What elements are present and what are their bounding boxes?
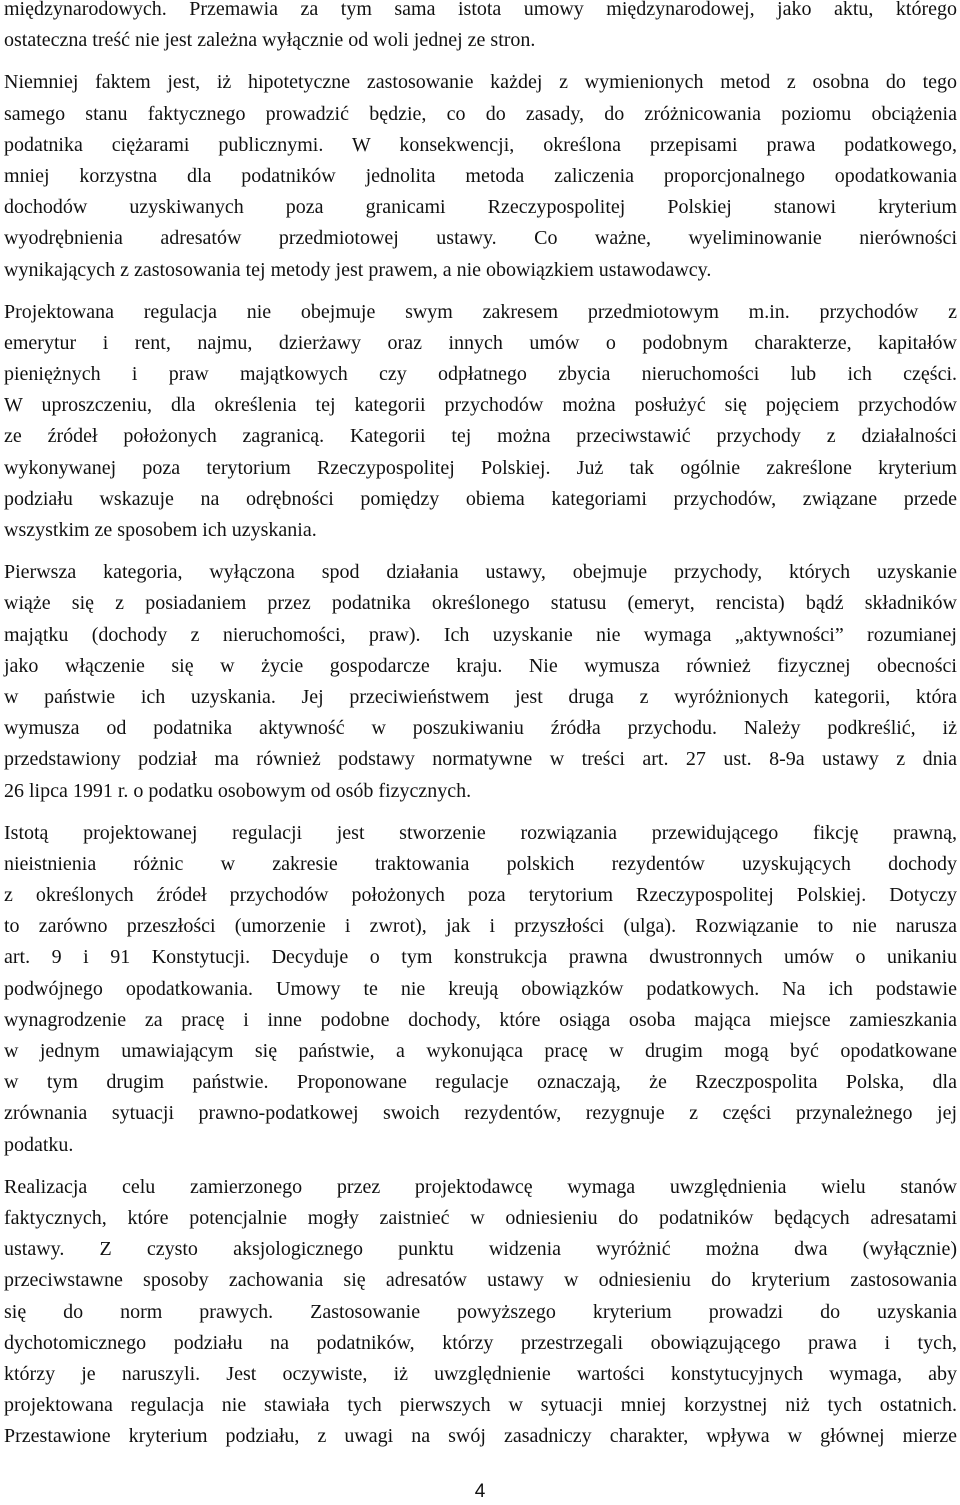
text-line: wynagrodzenie za pracę i inne podobne dochody, które osiąga osoba mająca miejsce zamieszkania	[4, 1008, 957, 1031]
document-page	[4, 0, 957, 1452]
text-line: w państwie ich uzyskania. Jej przeciwieństwem jest druga z wyróżnionych kategorii, która	[4, 685, 957, 708]
paragraph-5	[4, 818, 957, 1161]
text-line: wykonywanej poza terytorium Rzeczypospolitej Polskiej. Już tak ogólnie zakreślone kryterium	[4, 456, 957, 479]
page-number: 4	[474, 1481, 486, 1502]
text-line: podziału wskazuje na odrębności pomiędzy obiema kategoriami przychodów, związane przede	[4, 487, 957, 510]
text-line: art. 9 i 91 Konstytucji. Decyduje o tym konstrukcja prawna dwustronnych umów o unikaniu	[4, 946, 957, 969]
text-line: ostateczna treść nie jest zależna wyłącznie od woli jednej ze stron.	[4, 29, 536, 52]
text-line: podwójnego opodatkowania. Umowy te nie kreują obowiązków podatkowych. Na ich podstawie	[4, 977, 957, 1000]
text-line: Realizacja celu zamierzonego przez projektodawcę wymaga uwzględnienia wielu stanów	[4, 1175, 957, 1198]
text-line: zrównania sytuacji prawno-podatkowej swoich rezydentów, rezygnuje z części przynależnego jej	[4, 1102, 957, 1125]
text-line: wiąże się z posiadaniem przez podatnika określonego statusu (emeryt, rencista) bądź składników	[4, 592, 957, 615]
paragraph-3	[4, 297, 957, 547]
text-line: mniej korzystna dla podatników jednolita metoda zaliczenia proporcjonalnego opodatkowania	[4, 164, 957, 187]
text-line: ustawy. Z czysto aksjologicznego punktu widzenia wyróżnić można dwa (wyłącznie)	[4, 1238, 957, 1261]
text-line: się do norm prawych. Zastosowanie powyższego kryterium prowadzi do uzyskania	[4, 1300, 957, 1323]
text-line: dychotomicznego podziału na podatników, którzy przestrzegali obowiązującego prawa i tych,	[4, 1331, 957, 1354]
text-line: podatnika ciężarami publicznymi. W konsekwencji, określona przepisami prawa podatkowego,	[4, 133, 957, 156]
paragraph-2	[4, 67, 957, 285]
text-line: jako włączenie się w życie gospodarcze kraju. Nie wymusza również fizycznej obecności	[4, 654, 957, 677]
text-line: Istotą projektowanej regulacji jest stworzenie rozwiązania przewidującego fikcję prawną,	[4, 821, 957, 844]
text-line: Niemniej faktem jest, iż hipotetyczne zastosowanie każdej z wymienionych metod z osobna do tego	[4, 71, 957, 94]
text-line: Projektowana regulacja nie obejmuje swym zakresem przedmiotowym m.in. przychodów z	[4, 300, 957, 323]
text-line: ze źródeł położonych zagranicą. Kategorii tej można przeciwstawić przychody z działalności	[4, 425, 957, 448]
text-line: wyodrębnienia adresatów przedmiotowej ustawy. Co ważne, wyeliminowanie nierówności	[4, 227, 957, 250]
text-line: z określonych źródeł przychodów położonych poza terytorium Rzeczypospolitej Polskiej. Dotyczy	[4, 884, 957, 907]
text-line: wszystkim ze sposobem ich uzyskania.	[4, 519, 317, 541]
text-line: Pierwsza kategoria, wyłączona spod działania ustawy, obejmuje przychody, których uzyskanie	[4, 561, 957, 584]
text-line: wymusza od podatnika aktywność w poszukiwaniu źródła przychodu. Należy podkreślić, iż	[4, 717, 957, 740]
paragraph-1	[4, 0, 957, 56]
text-line: przedstawiony podział ma również podstawy normatywne w treści art. 27 ust. 8-9a ustawy z dnia	[4, 748, 957, 771]
text-line: samego stanu faktycznego prowadzić będzie, co do zasady, do zróżnicowania poziomu obciążenia	[4, 102, 957, 125]
text-line: którzy je naruszyli. Jest oczywiste, iż uwzględnienie wartości konstytucyjnych wymaga, aby	[4, 1362, 957, 1385]
text-line: faktycznych, które potencjalnie mogły zaistnieć w odniesieniu do podatników będących adresatami	[4, 1206, 957, 1229]
text-line: nieistnienia różnic w zakresie traktowania polskich rezydentów uzyskujących dochody	[4, 852, 957, 875]
text-line: Przestawione kryterium podziału, z uwagi na swój zasadniczy charakter, wpływa w głównej mierze	[4, 1425, 957, 1448]
text-line: przeciwstawne sposoby zachowania się adresatów ustawy w odniesieniu do kryterium zastosowania	[4, 1269, 957, 1292]
text-line: międzynarodowych. Przemawia za tym sama istota umowy międzynarodowej, jako aktu, którego	[4, 0, 957, 20]
text-line: podatku.	[4, 1133, 74, 1156]
text-line: wynikających z zastosowania tej metody jest prawem, a nie obowiązkiem ustawodawcy.	[4, 258, 712, 281]
paragraph-6	[4, 1172, 957, 1453]
paragraph-4	[4, 557, 957, 807]
text-line: majątku (dochody z nieruchomości, praw). Ich uzyskanie nie wymaga „aktywności” rozumianej	[4, 623, 957, 646]
text-line: 26 lipca 1991 r. o podatku osobowym od osób fizycznych.	[4, 779, 472, 802]
text-line: w jednym umawiającym się państwie, a wykonująca pracę w drugim mogą być opodatkowane	[4, 1040, 957, 1062]
text-line: w tym drugim państwie. Proponowane regulacje oznaczają, że Rzeczpospolita Polska, dla	[4, 1071, 957, 1094]
text-line: to zarówno przeszłości (umorzenie i zwrot), jak i przyszłości (ulga). Rozwiązanie to nie narusza	[4, 915, 957, 938]
text-line: emerytur i rent, najmu, dzierżawy oraz innych umów o podobnym charakterze, kapitałów	[4, 331, 957, 354]
text-line: W uproszczeniu, dla określenia tej kategorii przychodów można posłużyć się pojęciem przychodów	[4, 394, 957, 417]
text-line: dochodów uzyskiwanych poza granicami Rzeczypospolitej Polskiej stanowi kryterium	[4, 196, 957, 219]
text-line: pieniężnych i praw majątkowych czy odpłatnego zbycia nieruchomości lub ich części.	[4, 363, 957, 386]
text-line: projektowana regulacja nie stawiała tych pierwszych w sytuacji mniej korzystnej niż tych ostatnich.	[4, 1394, 957, 1417]
